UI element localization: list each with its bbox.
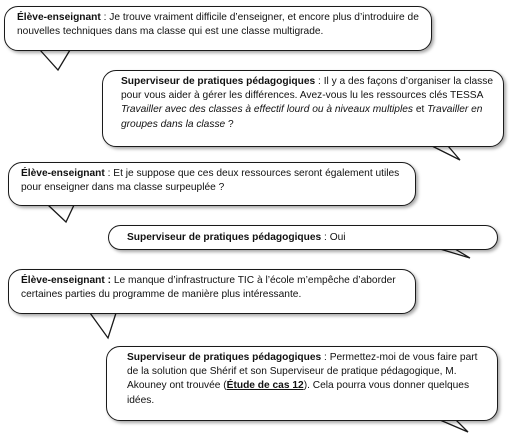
message-text: Je trouve vraiment difficile d’enseigner, et encore plus d’introduire de nouvelles techniques dans ma classe qui est une classe multigrade. [17,12,419,38]
separator: : [100,12,110,23]
bubble-6-tail [440,420,468,432]
message-text: Et je suppose que ces deux ressources seront également utiles pour enseigner dans ma classe surpeuplée ? [21,168,400,194]
message-text: Il y a des façons d’organiser la classe pour vous aider à gérer les différences. Avez-vous lu les ressources clés TESSA [121,76,493,102]
speech-bubble-4 [108,225,498,250]
speech-bubble-6 [106,346,498,421]
speaker-label: Superviseur de pratiques pédagogiques [127,352,322,363]
message-text: ). Cela pourra vous donner quelques idées. [127,380,470,406]
bubble-3-tail [48,205,74,222]
speaker-label: Superviseur de pratiques pédagogiques [127,232,322,243]
speech-bubble-3 [8,162,416,206]
message-text: Le manque d’infrastructure TIC à l’école m’empêche d’aborder certaines parties du programme de manière plus intéressante. [21,275,396,301]
speaker-label: Élève-enseignant [17,12,101,23]
case-study-link[interactable]: Étude de cas 12 [226,380,304,392]
message-text: Permettez-moi de vous faire part de la solution que Shérif et son Superviseur de pratique pédagogique, M. Akouney ont trouvée ( [127,352,478,392]
separator: : [104,168,114,179]
resource-title-1: Travailler avec des classes à effectif lourd ou à niveaux multiples [121,104,413,116]
speaker-label: Élève-enseignant [21,168,105,179]
speaker-label: Élève-enseignant : [21,275,112,286]
bubble-1-tail [40,50,70,70]
separator: : [315,76,324,87]
speech-bubble-2 [102,70,504,147]
bubble-2-tail [432,146,460,160]
bubble-4-tail [440,249,470,258]
speech-bubble-1 [4,6,432,51]
speech-bubble-5 [8,269,416,314]
separator: : [321,352,330,363]
speaker-label: Superviseur de pratiques pédagogiques [121,76,316,87]
bubble-5-tail [90,313,116,338]
message-text: Oui [329,232,346,243]
message-text: ? [225,118,234,130]
separator: : [321,232,330,243]
resource-title-2: Travailler en groupes dans la classe [121,104,483,130]
message-text: et [413,104,428,116]
